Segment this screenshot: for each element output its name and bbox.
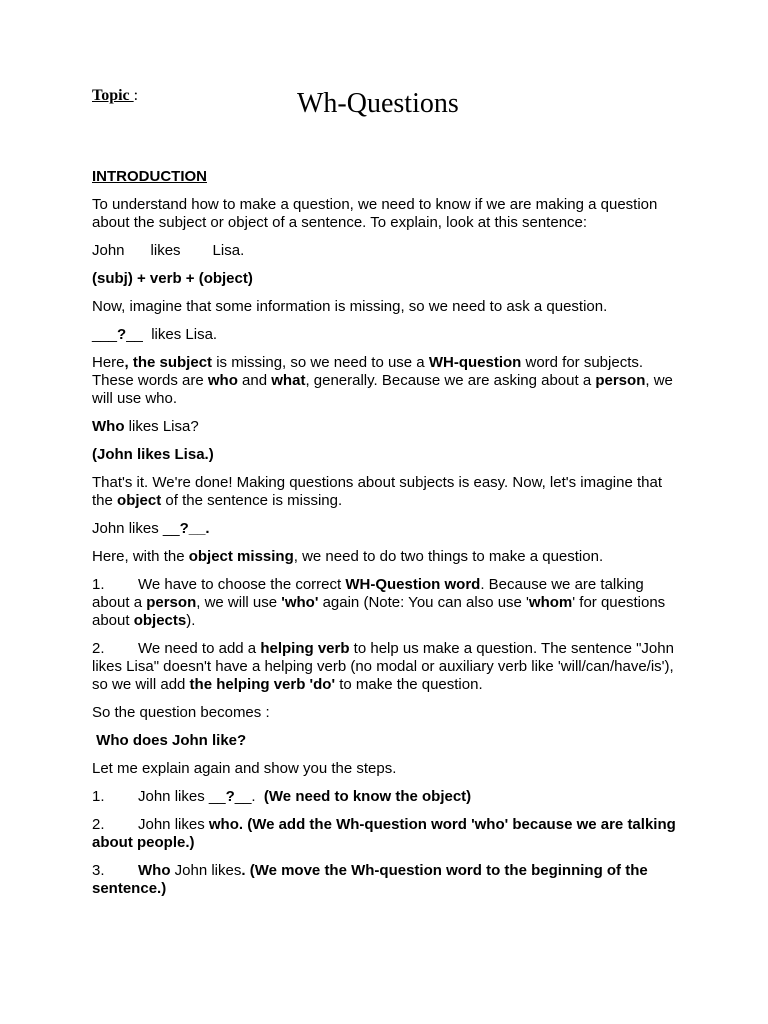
step-item: 3. Who John likes. (We move the Wh-question word to the beginning of the sentence.) (92, 862, 648, 897)
question-example: Who does John like? (92, 732, 247, 749)
paragraph: Now, imagine that some information is missing, so we need to ask a question. (92, 298, 608, 315)
page-title: Wh-Questions (297, 88, 459, 119)
step-item: 1. John likes __?__. (We need to know the object) (92, 788, 472, 805)
paragraph: Let me explain again and show you the steps. (92, 760, 397, 777)
formula: (subj) + verb + (object) (92, 270, 253, 287)
intro-heading: INTRODUCTION (92, 168, 207, 185)
blank-sentence: John likes __?__. (92, 520, 210, 537)
topic-colon: : (133, 87, 139, 104)
paragraph: To understand how to make a question, we need to know if we are making a question about the subject or object of a sentence. To explain, look at this sentence: (92, 196, 658, 231)
step-item: 2. John likes who. (We add the Wh-question word 'who' because we are talking about people.) (92, 816, 676, 851)
paragraph: Here, with the object missing, we need to do two things to make a question. (92, 548, 604, 565)
document-body (92, 168, 682, 908)
paragraph: So the question becomes : (92, 704, 270, 721)
example-sentence: John likes Lisa. (92, 242, 245, 259)
paragraph: Here, the subject is missing, so we need to use a WH-question word for subjects. These words are who and what, generally. Because we are asking about a person, we will use who. (92, 354, 673, 407)
step-item: 1. We have to choose the correct WH-Question word. Because we are talking about a person, we will use 'who' again (Note: You can also use 'whom' for questions about objects). (92, 576, 666, 629)
topic-label-text: Topic (92, 87, 134, 104)
paragraph: That's it. We're done! Making questions about subjects is easy. Now, let's imagine that the object of the sentence is missing. (92, 474, 662, 509)
step-item: 2. We need to add a helping verb to help us make a question. The sentence "John likes Lisa" doesn't have a helping verb (no modal or auxiliary verb like 'will/can/have/is'), so we will add the helping verb 'do' to make the question. (92, 640, 674, 693)
answer-example: (John likes Lisa.) (92, 446, 214, 463)
question-example: Who likes Lisa? (92, 418, 199, 435)
topic-label (92, 87, 138, 105)
blank-sentence: ___?__ likes Lisa. (92, 326, 218, 343)
